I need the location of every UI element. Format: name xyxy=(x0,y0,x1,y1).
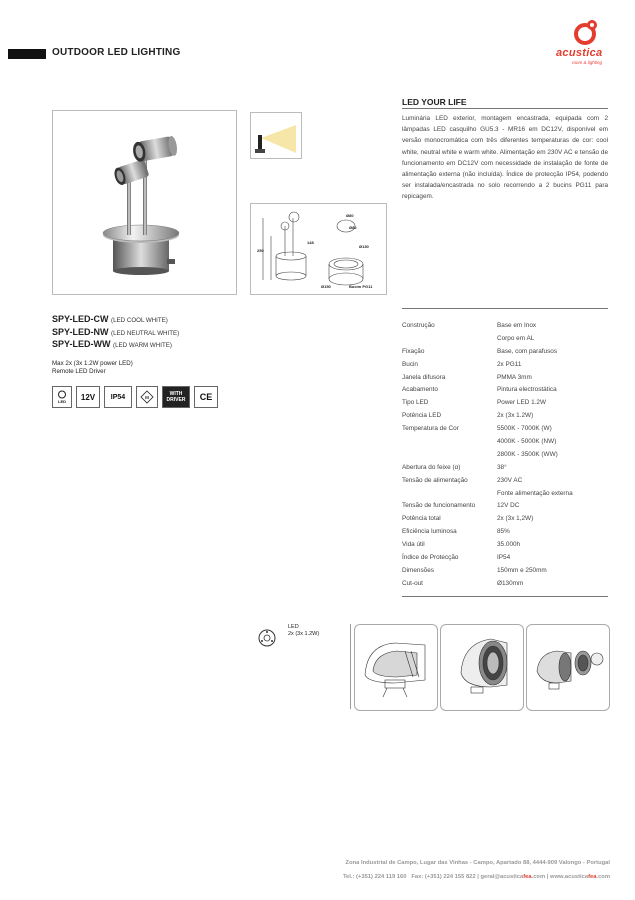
dim-diameter-150: Ø150 xyxy=(321,284,331,289)
spec-value: 4000K - 5000K (NW) xyxy=(497,438,557,446)
detail-thumbnail-2 xyxy=(440,624,524,711)
spec-row xyxy=(402,449,612,462)
spec-key: Fixação xyxy=(402,347,425,355)
detail-thumbnail-1 xyxy=(354,624,438,711)
spec-key: Tipo LED xyxy=(402,399,429,407)
email-brand: fea xyxy=(523,874,532,880)
spec-key xyxy=(402,333,497,346)
footer-email[interactable] xyxy=(480,874,545,880)
spec-key: Eficiência luminosa xyxy=(402,528,457,536)
class-iii-badge xyxy=(136,386,158,408)
footer-fax: Fax: (+351) 224 155 822 xyxy=(411,874,476,880)
model-note: (LED WARM WHITE) xyxy=(113,342,172,349)
spec-key xyxy=(402,488,497,501)
spec-value: 5500K - 7000K (W) xyxy=(497,425,552,433)
spec-row xyxy=(402,539,612,552)
spec-row xyxy=(402,565,612,578)
section-divider xyxy=(402,108,608,109)
spec-row xyxy=(402,423,612,436)
spec-value: PMMA 3mm xyxy=(497,373,532,381)
spec-value: 12V DC xyxy=(497,502,520,510)
spec-value: Base, com parafusos xyxy=(497,347,558,355)
product-description: Luminária LED exterior, montagem encastrada, equipada com 2 lâmpadas LED casquilho GU5.3 - MR16 em DC12V, disponível em versão monocromática com três diferentes temperaturas de cor: cool white, neutral white e warm white. Alimentação em 230V AC e tensão de funcionamento em DC12V com necessidade de instalação de fonte de alimentação externa (não incluída). Índice de protecção IP54, podendo ser instalada/encastrada no solo recorrendo a 2 bucins PG11 para repicagem. xyxy=(402,115,608,201)
spec-value: IP54 xyxy=(497,554,511,562)
spec-key: Construção xyxy=(402,322,435,329)
spec-value: Power LED 1.2W xyxy=(497,399,547,407)
spec-key: Potência LED xyxy=(402,412,442,420)
ip-rating-badge: IP54 xyxy=(104,386,132,408)
dim-height-148: 148 xyxy=(307,240,314,245)
dim-width-82: Ø82 xyxy=(349,225,357,230)
spec-value: Corpo em AL xyxy=(497,334,535,342)
section-title: LED YOUR LIFE xyxy=(402,97,467,107)
spec-row xyxy=(402,462,612,475)
spec-row xyxy=(402,475,612,488)
spec-value: 150mm e 250mm xyxy=(497,566,547,574)
specs-top-divider xyxy=(402,308,608,309)
spec-row xyxy=(402,346,612,359)
technical-drawing xyxy=(250,203,387,295)
spotlight-product-icon xyxy=(53,111,236,294)
spec-key: Temperatura de Cor xyxy=(402,425,459,433)
specs-bottom-divider xyxy=(402,596,608,597)
spec-value: Pintura electrostática xyxy=(497,386,557,394)
spec-key: Índice de Protecção xyxy=(402,554,459,562)
spec-value: 2x (3x 1.2W) xyxy=(497,412,534,420)
spec-key: Abertura do feixe (α) xyxy=(402,463,461,471)
spec-row xyxy=(402,397,612,410)
email-suffix: .com xyxy=(531,874,546,880)
logo-mark-icon xyxy=(555,16,615,50)
spec-value: 2x (3x 1,2W) xyxy=(497,515,534,523)
model-code: SPY-LED-WW xyxy=(52,339,111,349)
spec-value: Fonte alimentação externa xyxy=(497,489,573,497)
model-code: SPY-LED-NW xyxy=(52,326,109,337)
header-bar xyxy=(8,49,46,59)
driver-badge xyxy=(162,386,190,408)
voltage-badge: 12V xyxy=(76,386,100,408)
product-photo xyxy=(52,110,237,295)
led-gear-icon xyxy=(57,390,67,399)
power-info xyxy=(52,360,133,376)
dim-diameter-130: Ø130 xyxy=(359,244,369,249)
spec-row xyxy=(402,372,612,385)
spec-key xyxy=(402,449,497,462)
lamp-head-front-icon xyxy=(441,625,523,710)
spec-value: 2800K - 3500K (WW) xyxy=(497,450,558,458)
web-brand: fea xyxy=(588,874,597,880)
logo-text: acustica xyxy=(556,47,603,59)
spec-value: 85% xyxy=(497,528,510,536)
spec-key: Tensão de funcionamento xyxy=(402,502,476,510)
footer-website[interactable] xyxy=(550,874,610,880)
ce-badge: CE xyxy=(194,386,218,408)
led-label-line2: 2x (3x 1.2W) xyxy=(288,631,320,637)
spec-value: 35.000h xyxy=(497,541,521,549)
logo-subtitle: room & lighting xyxy=(572,60,603,65)
model-note: (LED NEUTRAL WHITE) xyxy=(111,329,180,337)
spec-key: Tensão de alimentação xyxy=(402,476,468,484)
model-item xyxy=(52,314,179,327)
driver-line: Remote LED Driver xyxy=(52,368,106,375)
spec-key xyxy=(402,436,497,449)
footer-tel: Tel.: (+351) 224 119 160 xyxy=(342,874,407,880)
spec-key: Bucin xyxy=(402,360,418,368)
spec-row xyxy=(402,436,612,449)
web-prefix: www.acustica xyxy=(549,874,589,880)
led-module-icon xyxy=(256,627,278,649)
spec-row xyxy=(402,578,612,591)
led-badge-label: LED xyxy=(58,399,66,404)
spec-value: Ø130mm xyxy=(497,579,524,587)
diamond-icon xyxy=(140,390,154,404)
dimension-drawing-icon xyxy=(251,204,386,294)
dim-width-80: Ø80 xyxy=(346,213,354,218)
footer-contacts: Tel.: (+351) 224 119 160 Fax: (+351) 224 155 822 | geral@acusticafea.com | www.acusticafea.com xyxy=(342,874,610,880)
model-code: SPY-LED-CW xyxy=(52,314,109,324)
specs-table xyxy=(402,320,612,591)
spec-key: Cut-out xyxy=(402,579,423,587)
power-line: Max 2x (3x 1.2W power LED) xyxy=(52,360,133,367)
light-beam-icon xyxy=(251,113,301,158)
spec-row xyxy=(402,488,612,501)
drawing-label: Bucim PG11 xyxy=(349,284,373,289)
spec-row xyxy=(402,320,612,333)
certification-badges xyxy=(52,386,218,408)
dim-height-250: 250 xyxy=(257,248,264,253)
spec-value: 230V AC xyxy=(497,476,523,484)
model-list xyxy=(52,314,179,352)
model-item xyxy=(52,339,179,352)
model-item xyxy=(52,327,179,340)
driver-badge-line1: WITH xyxy=(169,391,183,397)
class-iii-label: III xyxy=(145,394,149,400)
led-chip-icon xyxy=(256,627,278,649)
spec-row xyxy=(402,513,612,526)
spec-row xyxy=(402,526,612,539)
lamp-exploded-icon xyxy=(527,625,609,710)
model-note: (LED COOL WHITE) xyxy=(111,317,168,324)
spec-value: Base em Inox xyxy=(497,322,537,329)
spec-row xyxy=(402,410,612,423)
spec-key: Dimensões xyxy=(402,566,434,574)
footer-address: Zona Industrial de Campo, Lugar das Vinhas - Campo, Apartado 88, 4444-909 Valongo - Portugal xyxy=(345,860,610,866)
driver-badge-line2: DRIVER xyxy=(166,397,186,403)
led-badge xyxy=(52,386,72,408)
light-beam-box xyxy=(250,112,302,159)
spec-key: Acabamento xyxy=(402,386,438,394)
spec-row xyxy=(402,359,612,372)
vertical-divider xyxy=(350,624,351,709)
spec-key: Potência total xyxy=(402,515,441,523)
spec-row xyxy=(402,500,612,513)
led-label-line1: LED xyxy=(288,624,299,630)
spec-value: 2x PG11 xyxy=(497,360,522,368)
spec-row xyxy=(402,333,612,346)
spec-value: 38° xyxy=(497,463,507,471)
spec-key: Vida útil xyxy=(402,541,425,549)
web-suffix: .com xyxy=(596,874,610,880)
spec-row xyxy=(402,384,612,397)
email-prefix: geral@acustica xyxy=(480,874,524,880)
spec-key: Janela difusora xyxy=(402,373,446,381)
detail-thumbnail-3 xyxy=(526,624,610,711)
spec-row xyxy=(402,552,612,565)
page-title: OUTDOOR LED LIGHTING xyxy=(52,47,181,58)
led-spec-label xyxy=(288,624,319,638)
cutaway-drawing-icon xyxy=(355,625,437,710)
